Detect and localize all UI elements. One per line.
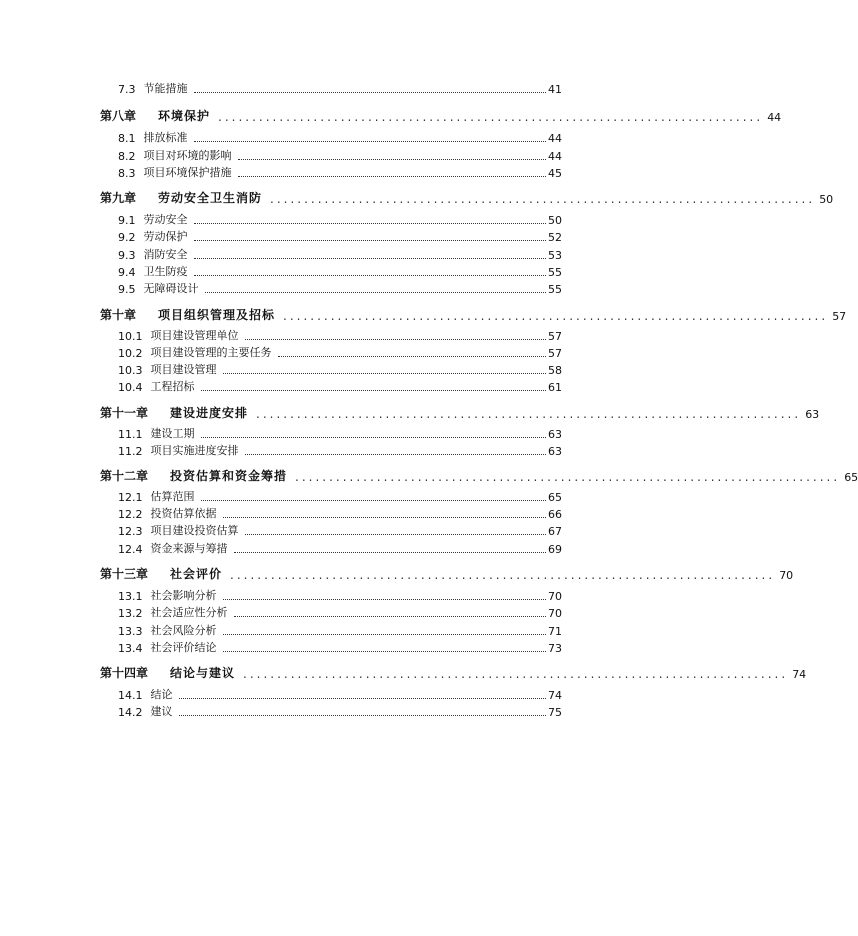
- toc-page-number: 63: [805, 408, 820, 421]
- toc-entry-number: 12.1: [118, 491, 143, 504]
- toc-section-entry[interactable]: [118, 521, 562, 538]
- toc-section-entry[interactable]: [118, 360, 562, 377]
- toc-section-entry[interactable]: [118, 504, 562, 521]
- toc-entry-title: 投资估算和资金筹措: [170, 469, 288, 483]
- toc-entry-title: 节能措施: [143, 82, 188, 95]
- dot-leader: [245, 533, 547, 535]
- dot-leader: ................................................................................: [283, 309, 829, 323]
- dot-leader: [179, 714, 547, 716]
- toc-page-number: 70: [779, 569, 794, 582]
- toc-section-entry[interactable]: [118, 245, 562, 262]
- toc-section-entry[interactable]: [118, 128, 562, 145]
- toc-entry-number: 第九章: [100, 191, 137, 205]
- toc-page-number: 66: [548, 508, 562, 521]
- toc-page-number: 63: [548, 428, 562, 441]
- toc-entry-number: 9.4: [118, 266, 136, 279]
- toc-entry-title: 劳动安全卫生消防: [158, 191, 263, 205]
- dot-leader: ................................................................................: [218, 110, 764, 124]
- toc-page-number: 69: [548, 543, 562, 556]
- dot-leader: [245, 453, 547, 455]
- toc-page-number: 44: [767, 111, 782, 124]
- toc-entry-title: 消防安全: [143, 248, 188, 261]
- toc-page-number: 57: [548, 347, 562, 360]
- toc-entry-title: 社会风险分析: [150, 624, 217, 637]
- dot-leader: [238, 175, 547, 177]
- toc-entry-title: 投资估算依据: [150, 507, 217, 520]
- toc-page-number: 53: [548, 249, 562, 262]
- toc-entry-title: 排放标准: [143, 131, 188, 144]
- toc-entry-number: 13.3: [118, 625, 143, 638]
- toc-entry-number: 10.1: [118, 330, 143, 343]
- toc-entry-number: 8.1: [118, 132, 136, 145]
- toc-entry-title: 结论: [150, 688, 173, 701]
- toc-entry-number: 第八章: [100, 109, 137, 123]
- toc-entry-title: 社会评价结论: [150, 641, 217, 654]
- toc-section-entry[interactable]: [118, 79, 562, 96]
- toc-chapter-entry[interactable]: [100, 402, 820, 421]
- toc-entry-title: 资金来源与筹措: [150, 542, 228, 555]
- toc-entry-title: 社会影响分析: [150, 589, 217, 602]
- toc-section-entry[interactable]: [118, 210, 562, 227]
- toc-section-entry[interactable]: [118, 487, 562, 504]
- toc-chapter-entry[interactable]: [100, 563, 794, 582]
- toc-section-entry[interactable]: [118, 227, 562, 244]
- toc-section-entry[interactable]: [118, 539, 562, 556]
- dot-leader: [201, 499, 547, 501]
- toc-entry-title: 项目建设管理: [150, 363, 217, 376]
- toc-section-entry[interactable]: [118, 262, 562, 279]
- dot-leader: [194, 222, 547, 224]
- toc-entry-title: 卫生防疫: [143, 265, 188, 278]
- toc-entry-number: 14.1: [118, 689, 143, 702]
- toc-entry-title: 社会评价: [170, 567, 223, 581]
- toc-chapter-entry[interactable]: [100, 465, 858, 484]
- toc-entry-number: 10.4: [118, 381, 143, 394]
- toc-entry-title: 项目组织管理及招标: [158, 308, 276, 322]
- toc-entry-title: 项目环境保护措施: [143, 166, 232, 179]
- toc-chapter-entry[interactable]: [100, 105, 782, 124]
- toc-section-entry[interactable]: [118, 279, 562, 296]
- toc-entry-number: 9.5: [118, 283, 136, 296]
- toc-page-number: 63: [548, 445, 562, 458]
- toc-section-entry[interactable]: [118, 702, 562, 719]
- dot-leader: [234, 551, 547, 553]
- toc-entry-number: 12.2: [118, 508, 143, 521]
- toc-page-number: 57: [832, 310, 847, 323]
- toc-page-number: 65: [548, 491, 562, 504]
- dot-leader: [245, 338, 547, 340]
- toc-entry-number: 8.3: [118, 167, 136, 180]
- toc-entry-number: 第十四章: [100, 666, 149, 680]
- dot-leader: [238, 158, 547, 160]
- toc-page-number: 61: [548, 381, 562, 394]
- toc-entry-title: 环境保护: [158, 109, 211, 123]
- toc-entry-title: 项目实施进度安排: [150, 444, 239, 457]
- dot-leader: [194, 140, 547, 142]
- toc-chapter-entry[interactable]: [100, 187, 834, 206]
- toc-page-number: 70: [548, 590, 562, 603]
- toc-entry-number: 10.2: [118, 347, 143, 360]
- dot-leader: [278, 355, 547, 357]
- toc-entry-number: 14.2: [118, 706, 143, 719]
- dot-leader: ................................................................................: [295, 470, 841, 484]
- toc-entry-title: 建设进度安排: [170, 406, 249, 420]
- toc-entry-number: 10.3: [118, 364, 143, 377]
- toc-entry-number: 12.3: [118, 525, 143, 538]
- toc-section-entry[interactable]: [118, 163, 562, 180]
- dot-leader: [223, 650, 547, 652]
- dot-leader: ................................................................................: [270, 192, 816, 206]
- dot-leader: [194, 257, 547, 259]
- toc-entry-number: 9.1: [118, 214, 136, 227]
- toc-chapter-entry[interactable]: [100, 304, 847, 323]
- toc-section-entry[interactable]: [118, 603, 562, 620]
- toc-section-entry[interactable]: [118, 638, 562, 655]
- toc-entry-number: 11.1: [118, 428, 143, 441]
- dot-leader: ................................................................................: [243, 667, 789, 681]
- toc-page-number: 45: [548, 167, 562, 180]
- toc-entry-number: 13.2: [118, 607, 143, 620]
- toc-section-entry[interactable]: [118, 377, 562, 394]
- dot-leader: [223, 598, 547, 600]
- toc-entry-number: 13.1: [118, 590, 143, 603]
- toc-section-entry[interactable]: [118, 424, 562, 441]
- toc-page-number: 74: [792, 668, 807, 681]
- toc-entry-number: 12.4: [118, 543, 143, 556]
- toc-entry-title: 项目建设管理单位: [150, 329, 239, 342]
- toc-entry-title: 项目建设管理的主要任务: [150, 346, 272, 359]
- dot-leader: [194, 239, 547, 241]
- dot-leader: [194, 91, 547, 93]
- toc-section-entry[interactable]: [118, 146, 562, 163]
- toc-entry-title: 社会适应性分析: [150, 606, 228, 619]
- toc-page-number: 55: [548, 266, 562, 279]
- dot-leader: [201, 389, 547, 391]
- toc-section-entry[interactable]: [118, 621, 562, 638]
- toc-entry-title: 劳动保护: [143, 230, 188, 243]
- toc-page-number: 55: [548, 283, 562, 296]
- toc-page-number: 74: [548, 689, 562, 702]
- toc-entry-title: 项目对环境的影响: [143, 149, 232, 162]
- toc-page-number: 73: [548, 642, 562, 655]
- toc-entry-title: 建设工期: [150, 427, 195, 440]
- dot-leader: [179, 697, 547, 699]
- toc-page-number: 67: [548, 525, 562, 538]
- toc-entry-number: 第十章: [100, 308, 137, 322]
- toc-entry-number: 第十二章: [100, 469, 149, 483]
- toc-section-entry[interactable]: [118, 326, 562, 343]
- toc-page-number: 70: [548, 607, 562, 620]
- toc-page-number: 44: [548, 132, 562, 145]
- toc-entry-title: 劳动安全: [143, 213, 188, 226]
- toc-entry-number: 9.2: [118, 231, 136, 244]
- toc-section-entry[interactable]: [118, 441, 562, 458]
- toc-chapter-entry[interactable]: [100, 662, 807, 681]
- toc-page-number: 41: [548, 83, 562, 96]
- toc-entry-title: 建议: [150, 705, 173, 718]
- toc-page-number: 58: [548, 364, 562, 377]
- toc-page-number: 75: [548, 706, 562, 719]
- toc-entry-number: 9.3: [118, 249, 136, 262]
- dot-leader: ................................................................................: [256, 407, 802, 421]
- toc-entry-title: 无障碍设计: [143, 282, 199, 295]
- toc-entry-number: 7.3: [118, 83, 136, 96]
- dot-leader: ................................................................................: [230, 568, 776, 582]
- dot-leader: [223, 372, 547, 374]
- toc-section-entry[interactable]: [118, 685, 562, 702]
- dot-leader: [194, 274, 547, 276]
- toc-entry-number: 11.2: [118, 445, 143, 458]
- dot-leader: [223, 633, 547, 635]
- toc-entry-number: 第十一章: [100, 406, 149, 420]
- toc-entry-title: 项目建设投资估算: [150, 524, 239, 537]
- toc-entry-number: 8.2: [118, 150, 136, 163]
- toc-page-number: 50: [548, 214, 562, 227]
- toc-page-number: 44: [548, 150, 562, 163]
- toc-entry-number: 13.4: [118, 642, 143, 655]
- toc-section-entry[interactable]: [118, 586, 562, 603]
- toc-page-number: 52: [548, 231, 562, 244]
- dot-leader: [234, 615, 547, 617]
- toc-section-entry[interactable]: [118, 343, 562, 360]
- dot-leader: [223, 516, 547, 518]
- toc-page-number: 50: [819, 193, 834, 206]
- toc-entry-title: 估算范围: [150, 490, 195, 503]
- toc-page-number: 71: [548, 625, 562, 638]
- toc-page-number: 65: [844, 471, 858, 484]
- toc-entry-title: 结论与建议: [170, 666, 236, 680]
- toc-page-number: 57: [548, 330, 562, 343]
- toc-entry-number: 第十三章: [100, 567, 149, 581]
- toc-entry-title: 工程招标: [150, 380, 195, 393]
- dot-leader: [205, 291, 547, 293]
- dot-leader: [201, 436, 547, 438]
